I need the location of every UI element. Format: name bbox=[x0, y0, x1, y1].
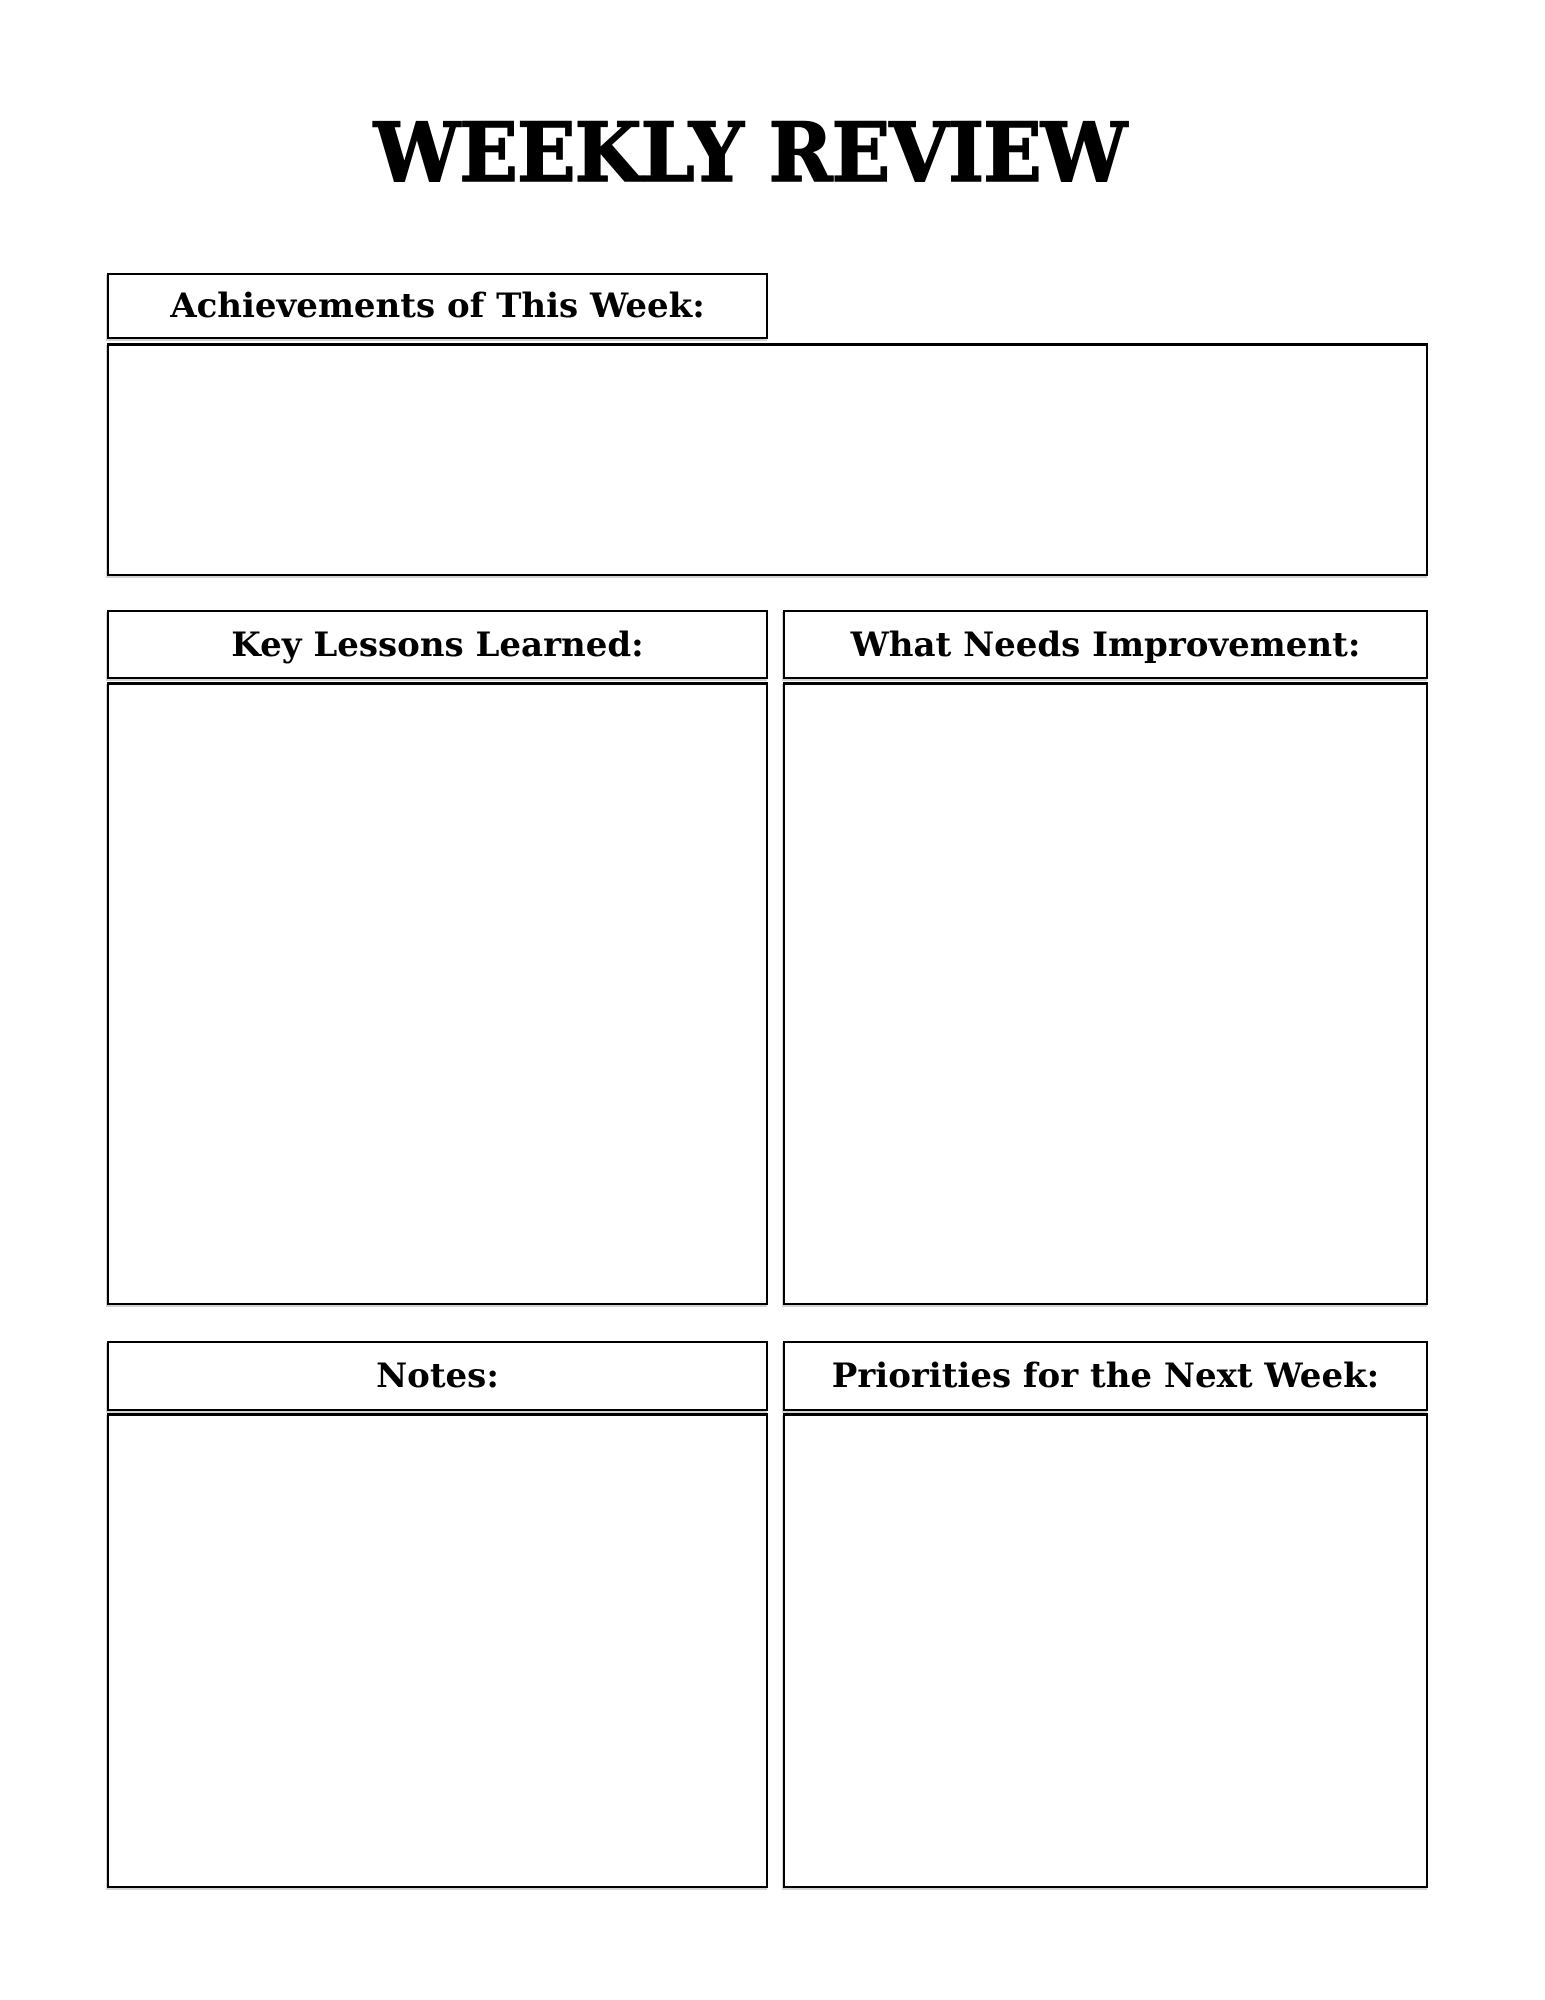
improvement-header bbox=[783, 610, 1428, 679]
priorities-header bbox=[783, 1341, 1428, 1411]
priorities-header-label: Priorities for the Next Week: bbox=[831, 1356, 1380, 1396]
notes-header bbox=[107, 1341, 768, 1411]
lessons-header-label: Key Lessons Learned: bbox=[231, 624, 644, 665]
lessons-header bbox=[107, 610, 768, 679]
improvement-writing-area bbox=[783, 682, 1428, 1305]
improvement-header-label: What Needs Improvement: bbox=[850, 624, 1361, 665]
priorities-writing-area bbox=[783, 1413, 1428, 1888]
page-title bbox=[0, 106, 1500, 220]
lessons-writing-area bbox=[107, 682, 768, 1305]
achievements-header bbox=[107, 273, 768, 339]
page-title-text: WEEKLY REVIEW bbox=[373, 106, 1127, 201]
achievements-writing-area bbox=[107, 343, 1428, 576]
notes-header-label: Notes: bbox=[376, 1356, 499, 1396]
notes-writing-area bbox=[107, 1413, 768, 1888]
achievements-header-label: Achievements of This Week: bbox=[170, 286, 705, 326]
